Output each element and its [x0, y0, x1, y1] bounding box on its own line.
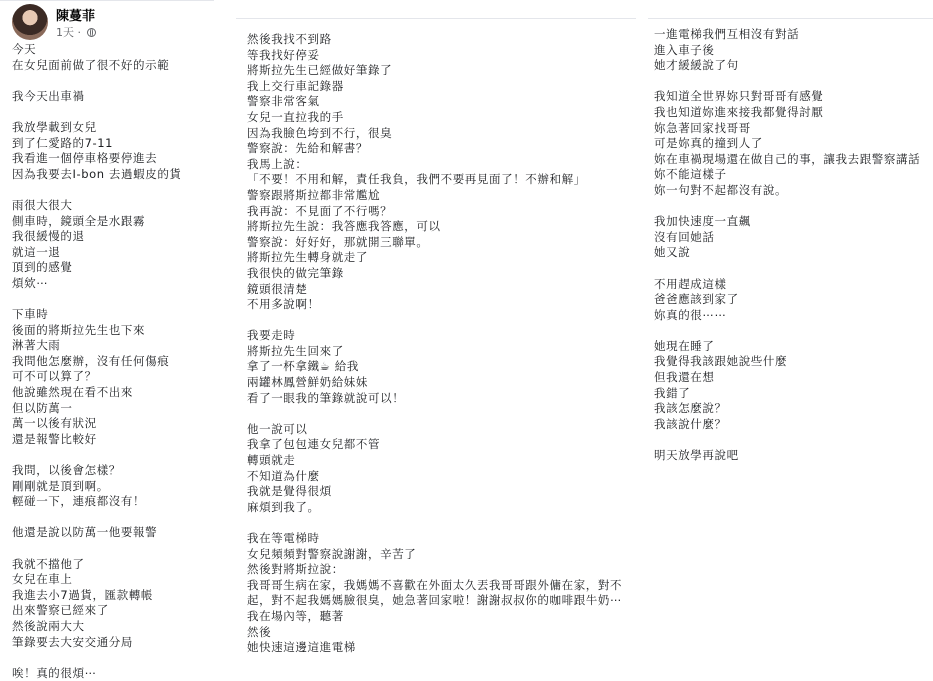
post-text-middle: 然後我找不到路 等我找好停妥 將斯拉先生已經做好筆錄了 我上交行車記錄器 警察非常客氣 女兒一直拉我的手 因為我臉色垮到不行，很臭 警察說：先給和解書？ 我馬上說： 「不要！不用和解，責任我負，我們不要再見面了！不辦和解」 警察跟將斯拉都非常尷尬 我再說：不見面了不行嗎？ 將斯拉先生說：我答應我答應，可以 警察說：好好好，那就開三聯單。 將斯拉先生轉身就走了 我很快的做完筆錄 鏡頭很清楚 不用多說啊！ 我要走時 將斯拉先生回來了 拿了一杯拿鐵☕ 給我 兩罐林鳳營鮮奶給妹妹 看了一眼我的筆錄就說可以！ 他一說可以 我拿了包包連女兒都不管 轉頭就走 不知道為什麼 我就是覺得很煩 麻煩到我了。 我在等電梯時 女兒頻頻對警察說謝謝，辛苦了 然後對將斯拉說： 我哥哥生病在家，我媽媽不喜歡在外面太久丟我哥哥跟外傭在家，對不 起，對不起我媽媽臉很臭，她急著回家啦！謝謝叔叔你的咖啡跟牛奶⋯ 我在場內等，聽著 然後 她快速這邊這進電梯: [247, 32, 623, 655]
post-header: [12, 4, 212, 40]
post-time[interactable]: 1天: [56, 26, 74, 39]
avatar[interactable]: [12, 4, 48, 40]
post-column-right: [648, 18, 933, 649]
divider: [0, 0, 214, 1]
author-name[interactable]: 陳蔓菲: [56, 9, 96, 24]
meta-separator: ·: [74, 26, 85, 39]
globe-icon: [87, 28, 96, 37]
post-meta: [56, 24, 96, 40]
post-text-left: 今天 在女兒面前做了很不好的示範 我今天出車禍 我放學載到女兒 到了仁愛路的7-11 我看進一個停車格要停進去 因為我要去I-bon 去過蝦皮的貨 雨很大很大 側車時，鏡頭全是水跟霧 我很緩慢的退 就這一退 頂到的感覺 煩欸⋯ 下車時 後面的將斯拉先生也下來 淋著大雨 我問他怎麼辦，沒有任何傷痕 可不可以算了？ 他說雖然現在看不出來 但以防萬一 萬一以後有狀況 還是報警比較好 我問，以後會怎樣？ 剛剛就是頂到啊。 輕碰一下，連痕都沒有！ 他還是說以防萬一他要報警 我就不擋他了 女兒在車上 我進去小7過貨，匯款轉帳 出來警察已經來了 然後說兩大大 筆錄要去大安交通分局 唉！真的很煩⋯: [12, 42, 182, 680]
post-column-middle: [236, 18, 636, 655]
post-text-right: 一進電梯我們互相沒有對話 進入車子後 她才緩緩說了句 我知道全世界妳只對哥哥有感覺 我也知道妳進來接我都覺得討厭 妳急著回家找哥哥 可是妳真的撞到人了 妳在車禍現場還在做自己的事，讓我去跟警察講話 妳不能這樣子 妳一句對不起都沒有說。 我加快速度一直飆 沒有回她話 她又說 不用趕成這樣 爸爸應該到家了 妳真的很⋯⋯ 她現在睡了 我覺得我該跟她說些什麼 但我還在想 我錯了 我該怎麼說？ 我該說什麼？ 明天放學再說吧: [654, 27, 921, 463]
post-column-left: [0, 0, 214, 680]
